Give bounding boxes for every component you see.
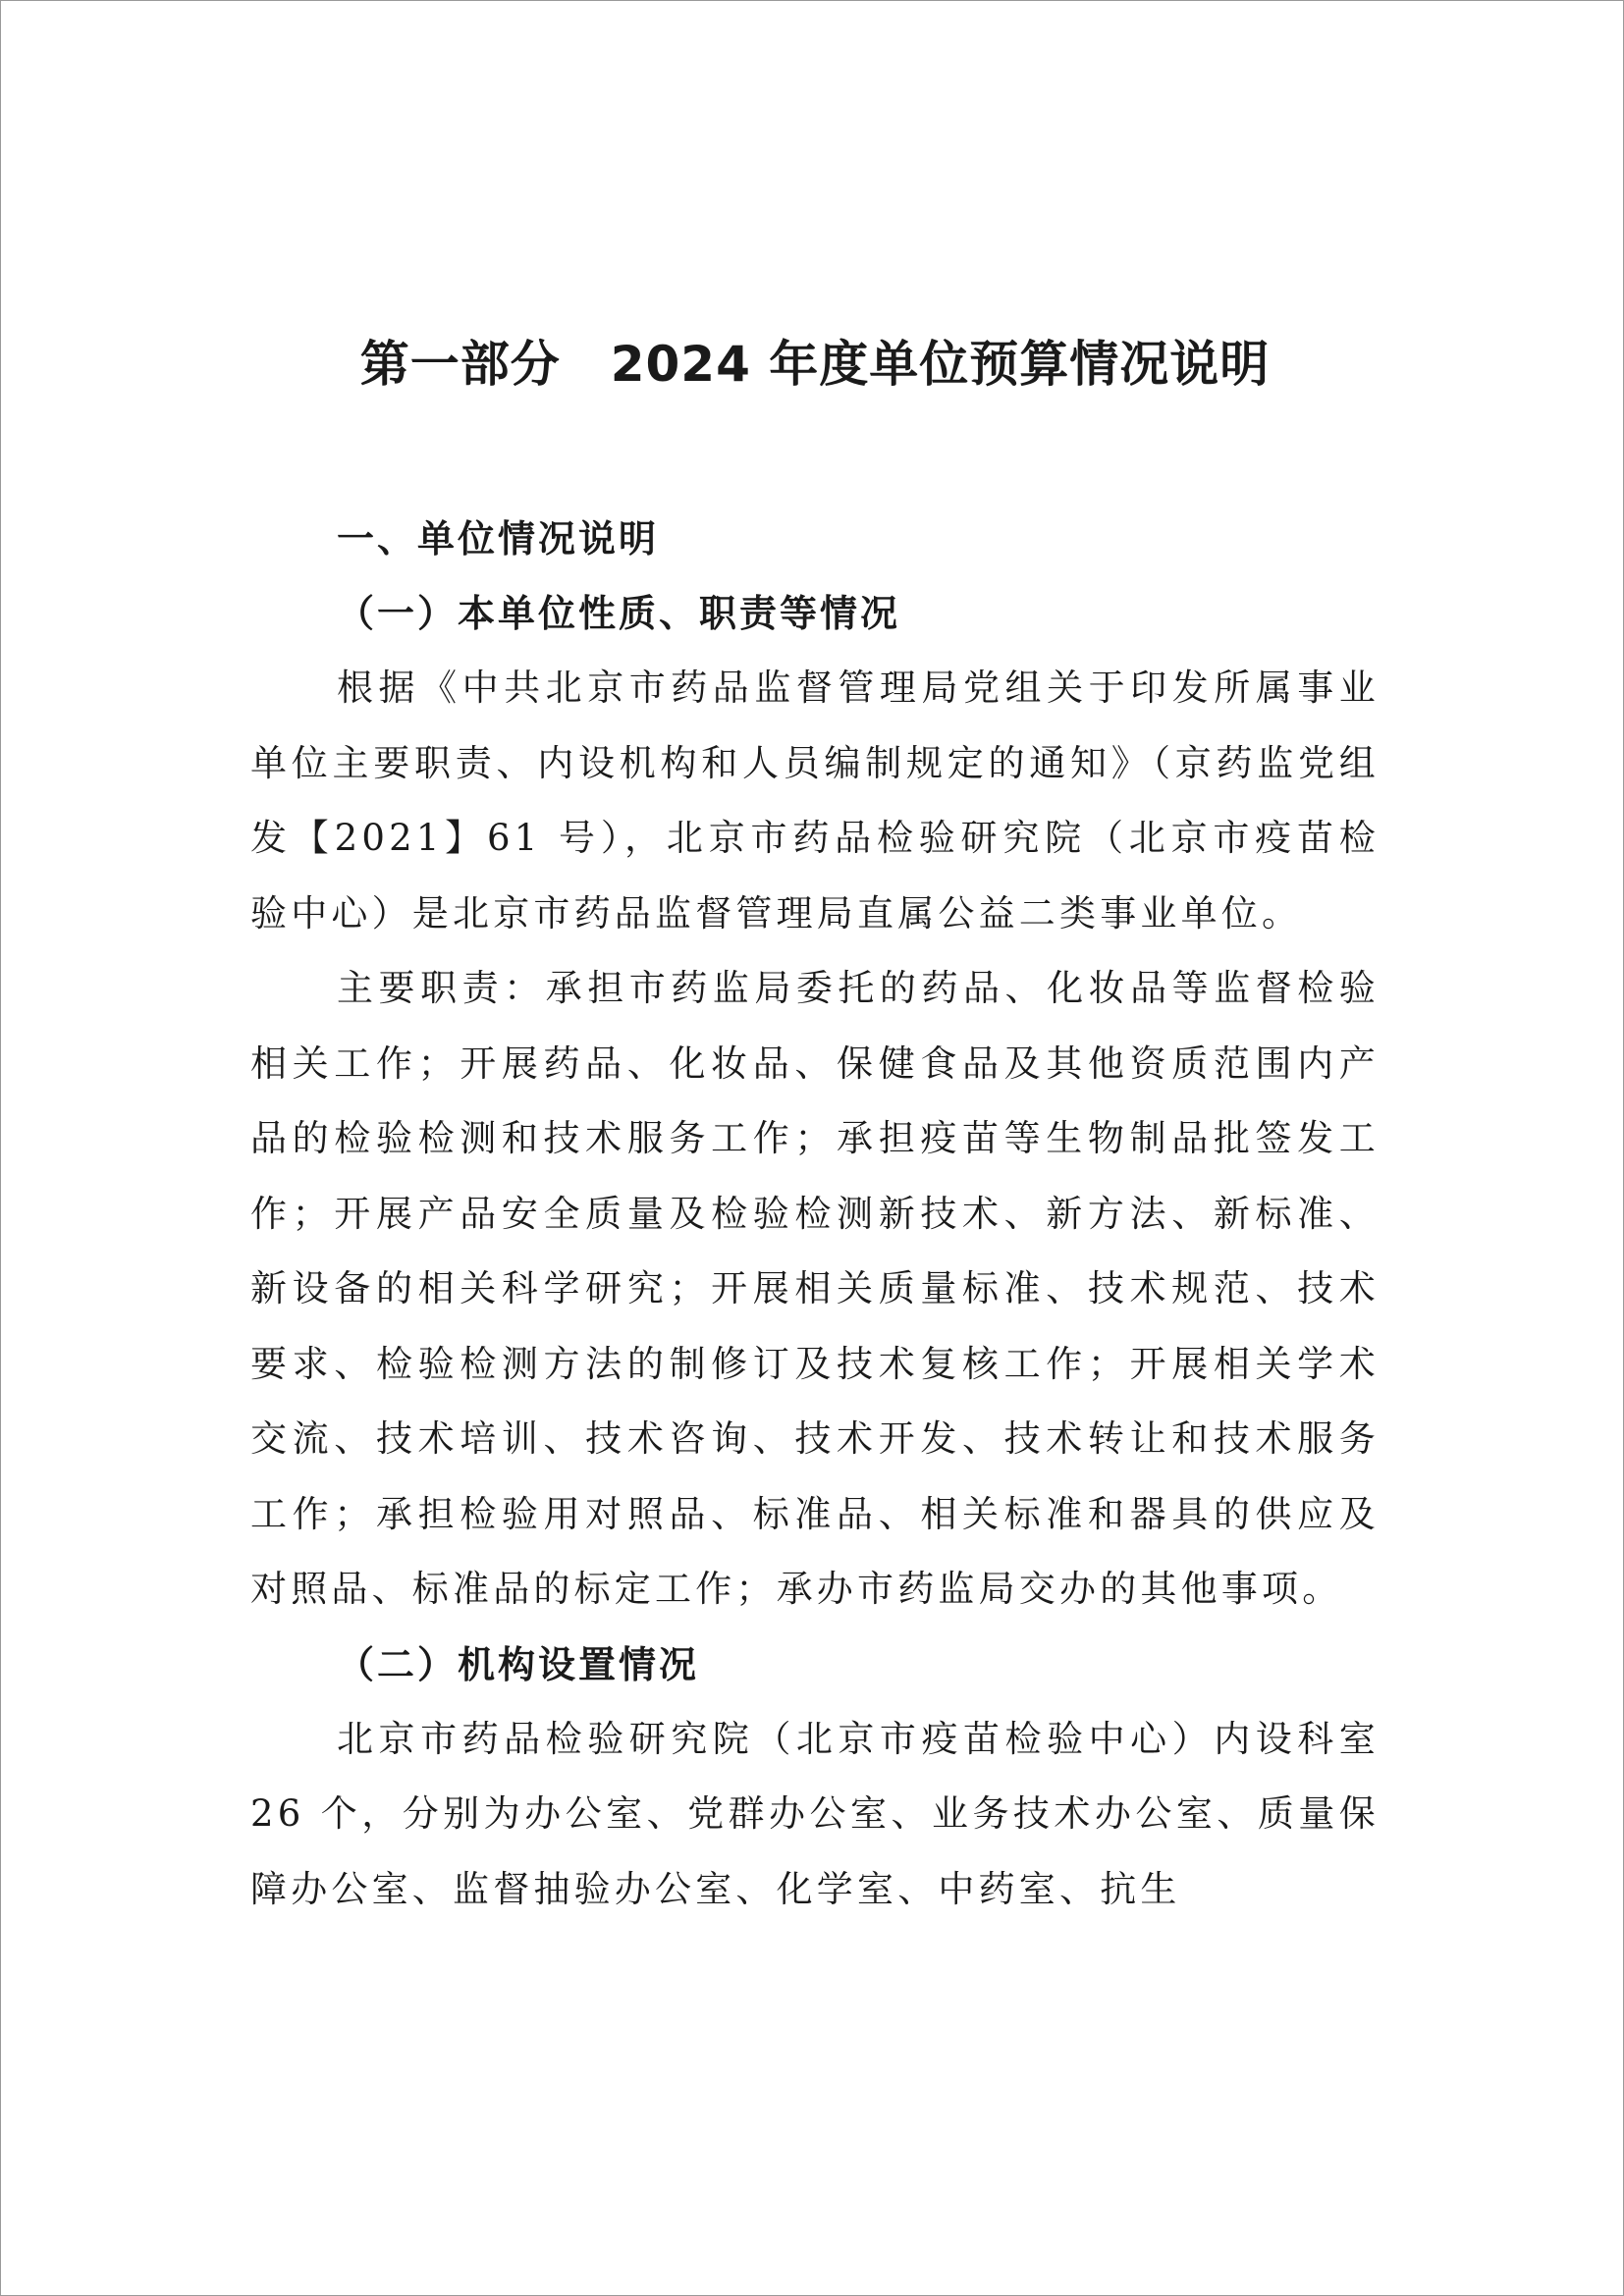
subsection-heading-nature-duties: （一）本单位性质、职责等情况 <box>337 591 901 635</box>
paragraph-basis: 根据《中共北京市药品监督管理局党组关于印发所属事业单位主要职责、内设机构和人员编制规定的通知》（京药监党组发【2021】61 号），北京市药品检验研究院（北京市疫苗检验中心）是北京市药品监督管理局直属公益二类事业单位。 <box>250 667 1380 934</box>
document-title: 第一部分 2024 年度单位预算情况说明 <box>359 336 1271 393</box>
paragraph-organization: 北京市药品检验研究院（北京市疫苗检验中心）内设科室 26 个，分别为办公室、党群办公室、业务技术办公室、质量保障办公室、监督抽验办公室、化学室、中药室、抗生 <box>250 1717 1380 1910</box>
document-body <box>250 335 1380 1927</box>
subsection-heading-organization: （二）机构设置情况 <box>337 1641 700 1686</box>
paragraph-main-duties: 主要职责：承担市药监局委托的药品、化妆品等监督检验相关工作；开展药品、化妆品、保健食品及其他资质范围内产品的检验检测和技术服务工作；承担疫苗等生物制品批签发工作；开展产品安全质量及检验检测新技术、新方法、新标准、新设备的相关科学研究；开展相关质量标准、技术规范、技术要求、检验检测方法的制修订及技术复核工作；开展相关学术交流、技术培训、技术咨询、技术开发、技术转让和技术服务工作；承担检验用对照品、标准品、相关标准和器具的供应及对照品、标准品的标定工作；承办市药监局交办的其他事项。 <box>250 967 1380 1610</box>
section-heading-unit-info: 一、单位情况说明 <box>337 517 660 561</box>
